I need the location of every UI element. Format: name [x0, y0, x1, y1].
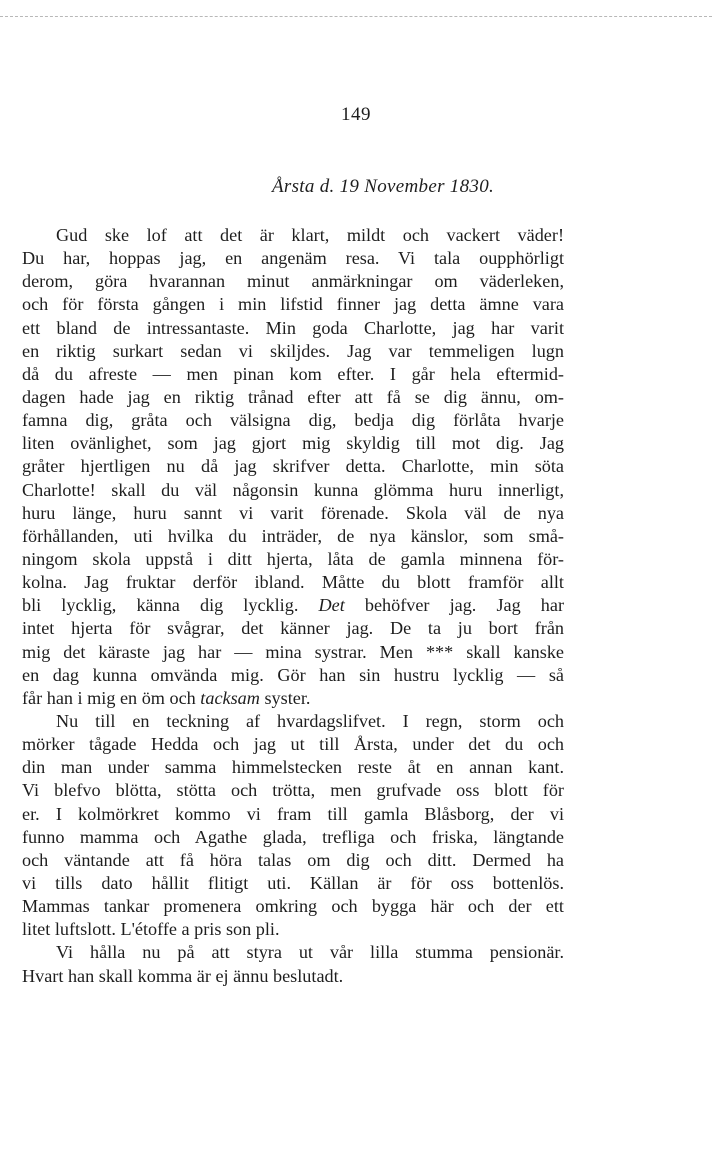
text-line: Gud ske lof att det är klart, mildt och vackert väder!	[56, 225, 564, 245]
text-line: famna dig, gråta och välsigna dig, bedja dig förlåta hvarje	[22, 410, 564, 431]
text-line: Hvart han skall komma är ej ännu beslutadt.	[22, 965, 344, 986]
text-line: intet hjerta för svågrar, det känner jag. De ta ju bort från	[22, 618, 564, 639]
text-line: kolna. Jag fruktar derför ibland. Måtte du blott framför allt	[22, 572, 564, 593]
text-line: ningom skola uppstå i ditt hjerta, låta de gamla minnena för-	[22, 548, 564, 569]
text-line: mörker tågade Hedda och jag ut till Årsta, under det du och	[22, 734, 564, 755]
text-line: er. I kolmörkret kommo vi fram till gamla Blåsborg, der vi	[22, 803, 564, 824]
text-line: vi tills dato hållit flitigt uti. Källan är för oss bottenlös.	[22, 872, 564, 893]
page-number: 149	[341, 104, 371, 125]
letter-dateline: Årsta d. 19 November 1830.	[272, 176, 495, 197]
text-run: får han i mig en öm och	[22, 687, 196, 708]
text-line: förhållanden, uti hvilka du inträder, de nya känslor, som små-	[22, 525, 564, 546]
text-line: din man under samma himmelstecken reste åt en annan kant.	[22, 757, 564, 778]
text-run: behöfver jag. Jag har	[364, 595, 565, 616]
text-line: litet luftslott. L'étoffe a pris son pli.	[22, 919, 280, 940]
text-line: Mammas tankar promenera omkring och bygga här och der ett	[22, 896, 564, 917]
text-line: derom, göra hvarannan minut anmärkningar om väderleken,	[22, 271, 564, 292]
text-line: Charlotte! skall du väl någonsin kunna glömma huru innerligt,	[22, 479, 564, 500]
text-line: då du afreste — men pinan kom efter. I går hela eftermid-	[22, 363, 564, 384]
text-line	[22, 594, 564, 617]
text-line: ett bland de intressantaste. Min goda Charlotte, jag har varit	[22, 317, 564, 338]
text-line: en riktig surkart sedan vi skiljdes. Jag var temmeligen lugn	[22, 340, 564, 361]
text-line: mig det käraste jag har — mina systrar. Men *** skall kanske	[22, 641, 564, 662]
text-line: gråter hjertligen nu då jag skrifver detta. Charlotte, min söta	[22, 456, 564, 477]
emphasis: Det	[318, 595, 345, 616]
text-line: och väntande att få höra talas om dig och ditt. Dermed ha	[22, 849, 564, 870]
text-line: Vi blefvo blötta, stötta och trötta, men grufvade oss blott för	[22, 780, 564, 801]
text-line: Vi hålla nu på att styra ut vår lilla stumma pensionär.	[56, 942, 564, 963]
emphasis: tacksam	[200, 687, 260, 708]
text-run: syster.	[264, 687, 311, 708]
text-line: Nu till en teckning af hvardagslifvet. I regn, storm och	[56, 710, 564, 731]
text-line: en dag kunna omvända mig. Gör han sin hustru lycklig — så	[22, 664, 564, 685]
text-line: dagen hade jag en riktig trånad efter att få se dig ännu, om-	[22, 386, 564, 407]
page-edge-line	[0, 16, 712, 17]
text-line: huru länge, huru sannt vi varit förenade. Skola väl de nya	[22, 502, 564, 523]
text-line	[22, 687, 564, 710]
text-run: bli lycklig, känna dig lycklig.	[22, 595, 299, 616]
text-line: liten ovänlighet, som jag gjort mig skyldig till mot dig. Jag	[22, 433, 564, 454]
text-line: och för första gången i min lifstid finner jag detta ämne vara	[22, 294, 564, 315]
letter-body	[22, 224, 564, 988]
text-line: funno mamma och Agathe glada, trefliga och friska, längtande	[22, 826, 564, 847]
text-line: Du har, hoppas jag, en angenäm resa. Vi tala oupphörligt	[22, 248, 564, 269]
